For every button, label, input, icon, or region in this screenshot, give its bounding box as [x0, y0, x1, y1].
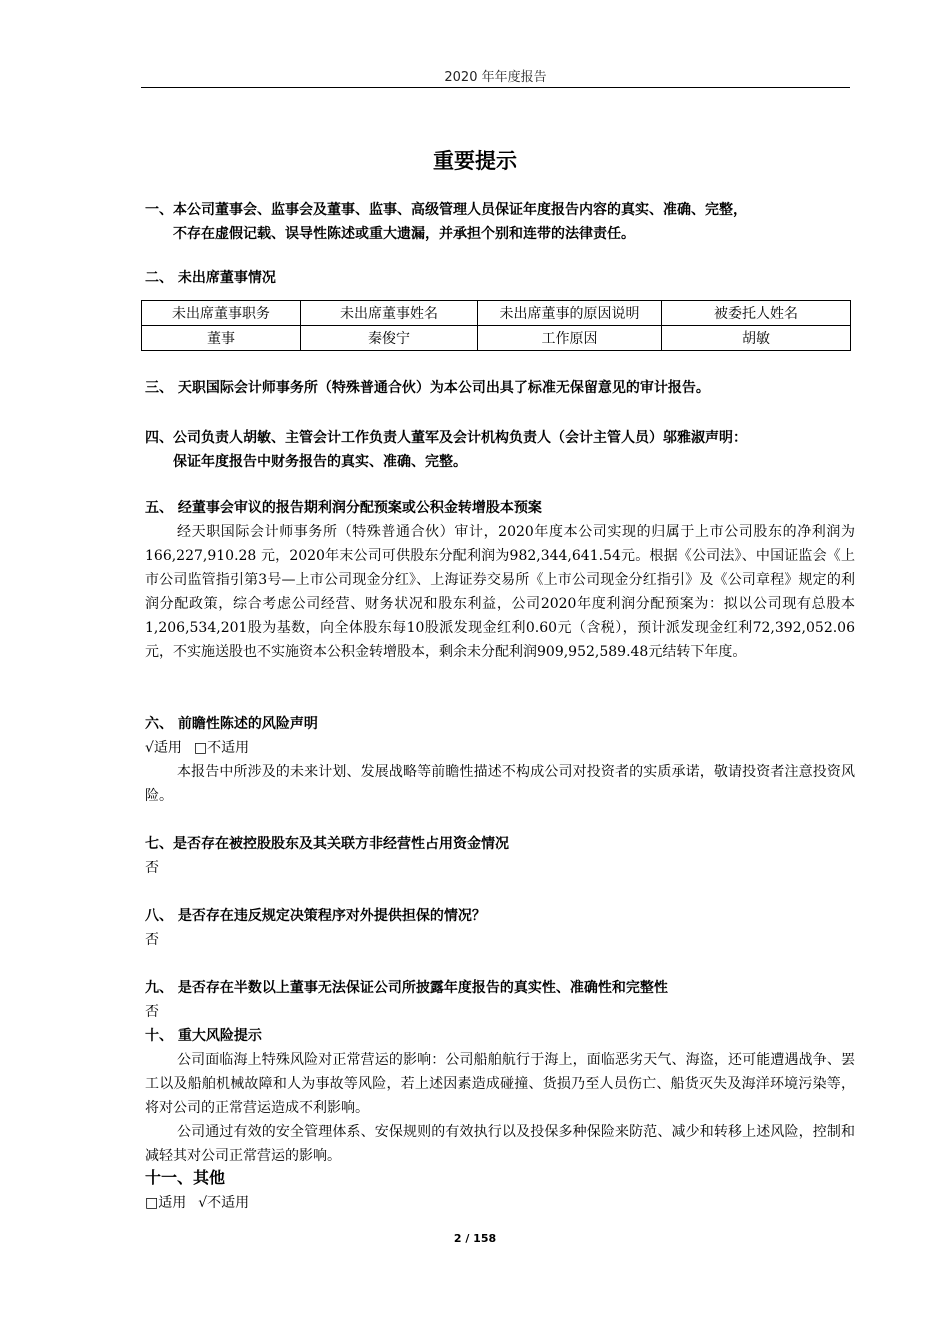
section-2-heading: 二、 未出席董事情况	[145, 270, 276, 286]
table-cell: 胡敏	[662, 326, 851, 351]
section-3: 三、 天职国际会计师事务所（特殊普通合伙）为本公司出具了标准无保留意见的审计报告。	[145, 380, 710, 396]
applicable-checked: √适用	[145, 740, 182, 756]
section-1-line2: 不存在虚假记载、误导性陈述或重大遗漏，并承担个别和连带的法律责任。	[173, 226, 635, 242]
absent-directors-table	[141, 300, 851, 351]
section-1	[145, 198, 857, 246]
page-number: 2 / 158	[453, 1232, 497, 1245]
section-8-heading: 八、 是否存在违反规定决策程序对外提供担保的情况？	[145, 908, 486, 924]
applicable-unchecked: □适用	[145, 1195, 187, 1211]
not-applicable-unchecked: □不适用	[193, 740, 250, 756]
section-4-line1: 四、公司负责人胡敏、主管会计工作负责人董军及会计机构负责人（会计主管人员）邬雅淑声明：	[145, 430, 747, 446]
table-cell: 工作原因	[478, 326, 662, 351]
table-header-cell: 未出席董事姓名	[301, 301, 478, 326]
section-5-body: 经天职国际会计师事务所（特殊普通合伙）审计，2020年度本公司实现的归属于上市公司股东的净利润为166,227,910.28 元，2020年末公司可供股东分配利润为982,344,641.54元。根据《公司法》、中国证监会《上市公司监管指引第3号—上市公司现金分红》、上海证券交易所《上市公司现金分红指引》及《公司章程》规定的利润分配政策，综合考虑公司经营、财务状况和股东利益，公司2020年度利润分配预案为：拟以公司现有总股本1,206,534,201股为基数，向全体股东每10股派发现金红利0.60元（含税），预计派发现金红利72,392,052.06元，不实施送股也不实施资本公积金转增股本，剩余未分配利润909,952,589.48元结转下年度。	[145, 524, 855, 660]
table-header-cell: 未出席董事的原因说明	[478, 301, 662, 326]
table-header-cell: 未出席董事职务	[142, 301, 301, 326]
header-rule	[141, 87, 850, 88]
section-8-answer: 否	[145, 932, 159, 948]
section-7-answer: 否	[145, 860, 159, 876]
page-header: 2020 年年度报告	[444, 70, 547, 85]
section-9-answer: 否	[145, 1004, 159, 1020]
section-6-options	[145, 736, 249, 760]
table-cell: 董事	[142, 326, 301, 351]
section-6-body: 本报告中所涉及的未来计划、发展战略等前瞻性描述不构成公司对投资者的实质承诺，敬请投资者注意投资风险。	[145, 764, 855, 804]
section-11-heading: 十一、其他	[145, 1168, 226, 1187]
section-10-para-2: 公司通过有效的安全管理体系、安保规则的有效执行以及投保多种保险来防范、减少和转移上述风险，控制和减轻其对公司正常营运的影响。	[145, 1124, 855, 1164]
section-4	[145, 426, 857, 474]
not-applicable-checked: √不适用	[198, 1195, 250, 1211]
section-7-heading: 七、是否存在被控股股东及其关联方非经营性占用资金情况	[145, 836, 509, 852]
section-11-options	[145, 1191, 249, 1215]
table-header-cell: 被委托人姓名	[662, 301, 851, 326]
section-5-heading: 五、 经董事会审议的报告期利润分配预案或公积金转增股本预案	[145, 500, 542, 516]
section-10-para-1: 公司面临海上特殊风险对正常营运的影响：公司船舶航行于海上，面临恶劣天气、海盗，还可能遭遇战争、罢工以及船舶机械故障和人为事故等风险，若上述因素造成碰撞、货损乃至人员伤亡、船货灭失及海洋环境污染等，将对公司的正常营运造成不利影响。	[145, 1052, 855, 1116]
table-cell: 秦俊宁	[301, 326, 478, 351]
table-row	[142, 326, 851, 351]
section-4-line2: 保证年度报告中财务报告的真实、准确、完整。	[173, 454, 467, 470]
page-title: 重要提示	[433, 149, 517, 173]
section-9-heading: 九、 是否存在半数以上董事无法保证公司所披露年度报告的真实性、准确性和完整性	[145, 980, 668, 996]
section-1-line1: 一、本公司董事会、监事会及董事、监事、高级管理人员保证年度报告内容的真实、准确、完整，	[145, 202, 747, 218]
section-6-heading: 六、 前瞻性陈述的风险声明	[145, 716, 318, 732]
table-header-row	[142, 301, 851, 326]
section-10-heading: 十、 重大风险提示	[145, 1028, 262, 1044]
